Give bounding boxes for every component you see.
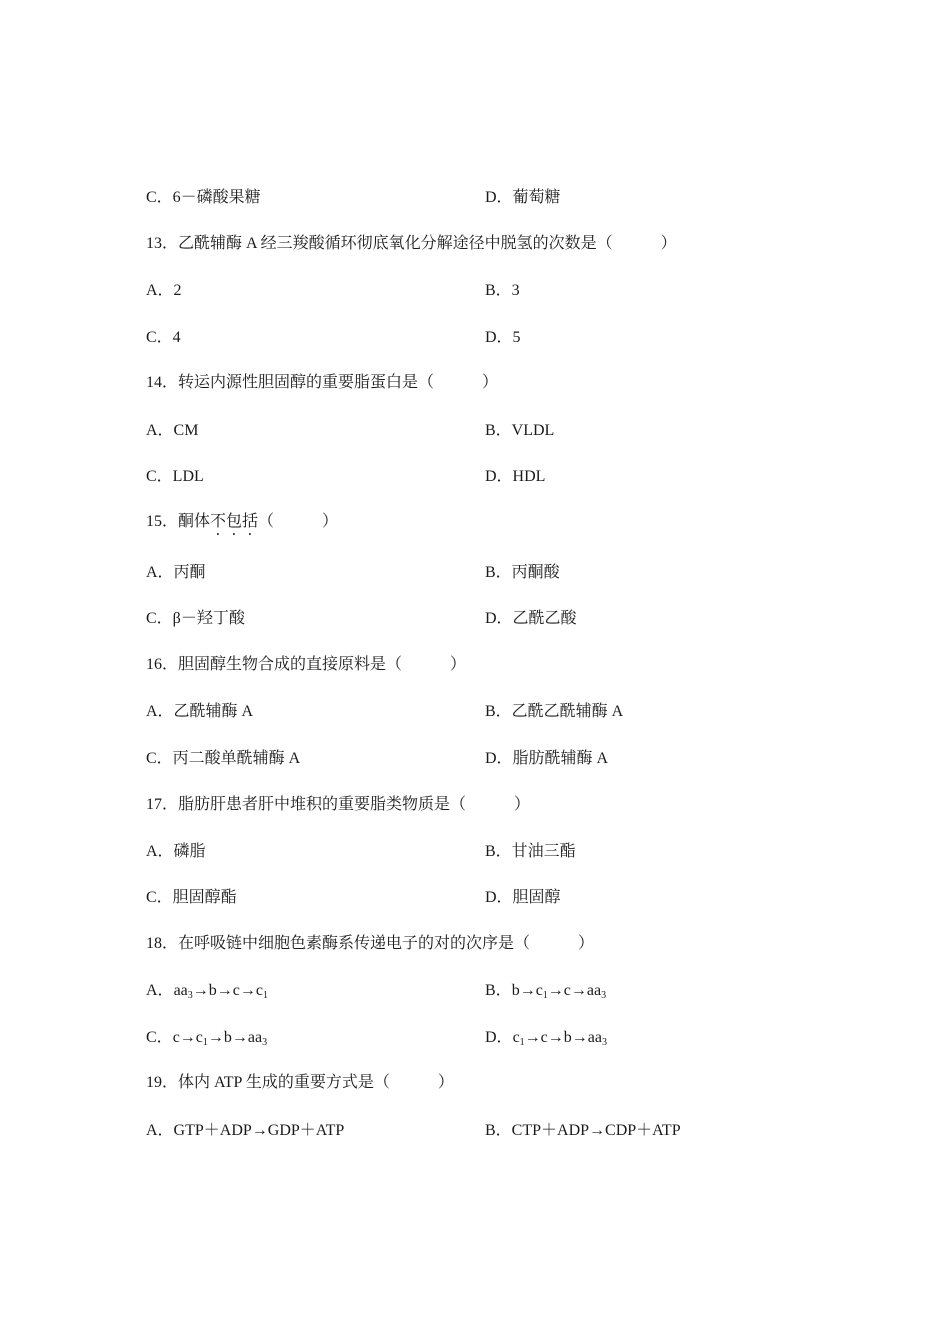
q18-a-aa: aa xyxy=(173,982,188,999)
q13-option-d: D．5 xyxy=(485,329,521,346)
q15-stem-prefix: 15．酮体 xyxy=(146,513,211,530)
q19-option-a: A．GTP＋ADP→GDP＋ATP xyxy=(146,1122,345,1139)
q15-option-b: B．丙酮酸 xyxy=(485,564,560,581)
q15-option-c: C．β－羟丁酸 xyxy=(146,610,245,627)
q18-d-arrow-1: → xyxy=(524,1029,541,1046)
q18-c-c: c xyxy=(172,1029,180,1046)
q18-option-d-label: D． xyxy=(485,1029,513,1046)
q18-d-sub1: 1 xyxy=(519,1037,525,1048)
q18-d-sub3: 3 xyxy=(601,1037,607,1048)
q16-option-c: C．丙二酸单酰辅酶 A xyxy=(146,750,301,767)
q18-d-c: c xyxy=(540,1029,548,1046)
q17-option-c: C．胆固醇酯 xyxy=(146,889,237,906)
q16-option-b: B．乙酰乙酰辅酶 A xyxy=(485,703,624,720)
q17-stem: 17．脂肪肝患者肝中堆积的重要脂类物质是（ ） xyxy=(146,796,531,813)
q18-a-sub3: 3 xyxy=(187,990,193,1001)
q18-a-arrow-3: → xyxy=(239,982,256,999)
q18-c-sub3: 3 xyxy=(262,1037,268,1048)
q18-c-sub1: 1 xyxy=(202,1037,208,1048)
q17-option-a: A．磷脂 xyxy=(146,843,206,860)
q14-option-b: B．VLDL xyxy=(485,422,555,439)
q14-option-d: D．HDL xyxy=(485,468,546,485)
q14-option-c: C．LDL xyxy=(146,468,204,485)
q15-option-a: A．丙酮 xyxy=(146,564,206,581)
q18-a-c1: c xyxy=(255,982,263,999)
q13-stem: 13．乙酰辅酶 A 经三羧酸循环彻底氧化分解途径中脱氢的次数是（ ） xyxy=(146,235,677,252)
q13-option-a: A．2 xyxy=(146,282,182,299)
q18-d-arrow-2: → xyxy=(547,1029,564,1046)
q15-stem-emphasis: 不包括 xyxy=(210,513,259,530)
q18-c-aa: aa xyxy=(247,1029,263,1046)
q18-d-c1: c xyxy=(512,1029,520,1046)
q18-option-b-label: B． xyxy=(485,982,512,999)
q12-option-c: C．6－磷酸果糖 xyxy=(146,189,261,206)
q17-option-b: B．甘油三酯 xyxy=(485,843,576,860)
q15-option-d: D．乙酰乙酸 xyxy=(485,610,577,627)
q18-a-sub1: 1 xyxy=(262,990,268,1001)
q16-stem: 16．胆固醇生物合成的直接原料是（ ） xyxy=(146,656,467,673)
q18-option-c xyxy=(146,1028,267,1048)
q16-option-d: D．脂肪酰辅酶 A xyxy=(485,750,609,767)
q19-stem: 19．体内 ATP 生成的重要方式是（ ） xyxy=(146,1074,454,1091)
q18-a-b: b xyxy=(208,982,217,999)
q18-c-arrow-1: → xyxy=(179,1029,196,1046)
q18-b-c1: c xyxy=(535,982,543,999)
q18-b-sub1: 1 xyxy=(542,990,548,1001)
q18-c-b: b xyxy=(223,1029,232,1046)
q18-b-aa: aa xyxy=(586,982,602,999)
q14-stem: 14．转运内源性胆固醇的重要脂蛋白是（ ） xyxy=(146,374,499,391)
q14-option-a: A．CM xyxy=(146,422,199,439)
q13-option-b: B．3 xyxy=(485,282,520,299)
q18-b-arrow-2: → xyxy=(547,982,564,999)
q18-c-c1: c xyxy=(195,1029,203,1046)
q16-option-a: A．乙酰辅酶 A xyxy=(146,703,254,720)
q18-b-c: c xyxy=(563,982,571,999)
q18-stem: 18．在呼吸链中细胞色素酶系传递电子的对的次序是（ ） xyxy=(146,935,595,952)
q18-option-b xyxy=(485,981,606,1001)
q18-b-sub3: 3 xyxy=(601,990,607,1001)
q18-b-b: b xyxy=(511,982,520,999)
q18-b-arrow-3: → xyxy=(570,982,587,999)
q18-option-c-label: C． xyxy=(146,1029,173,1046)
q18-c-arrow-3: → xyxy=(231,1029,248,1046)
q17-option-d: D．胆固醇 xyxy=(485,889,561,906)
q18-option-a xyxy=(146,981,268,1001)
q18-d-aa: aa xyxy=(587,1029,602,1046)
q18-option-a-label: A． xyxy=(146,982,174,999)
q19-option-b: B．CTP＋ADP→CDP＋ATP xyxy=(485,1122,681,1139)
q18-a-arrow-2: → xyxy=(216,982,233,999)
q18-b-arrow-1: → xyxy=(519,982,536,999)
q13-option-c: C．4 xyxy=(146,329,181,346)
q18-d-arrow-3: → xyxy=(571,1029,588,1046)
q18-a-arrow-1: → xyxy=(192,982,209,999)
q18-option-d xyxy=(485,1028,607,1048)
q18-a-c: c xyxy=(232,982,240,999)
q18-d-b: b xyxy=(563,1029,572,1046)
q15-stem xyxy=(146,512,338,539)
q12-option-d: D．葡萄糖 xyxy=(485,189,561,206)
q18-c-arrow-2: → xyxy=(207,1029,224,1046)
q15-stem-suffix: （ ） xyxy=(258,513,339,530)
